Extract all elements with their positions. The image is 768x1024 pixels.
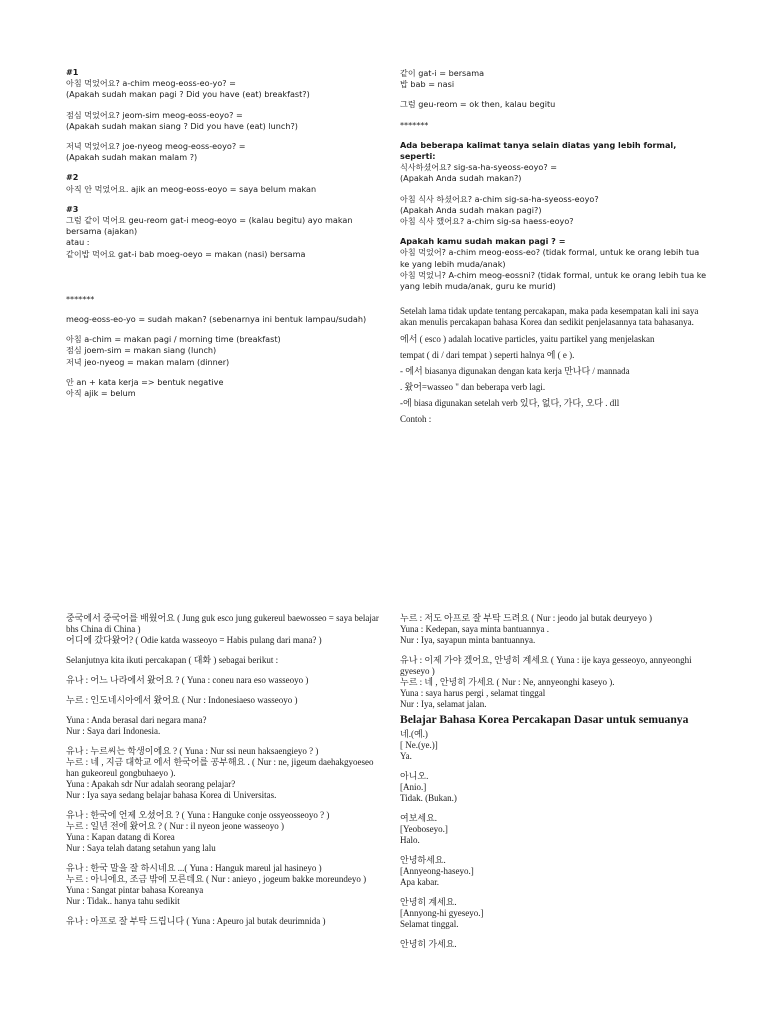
text-line: Tidak. (Bukan.) (400, 792, 457, 803)
text-line: ******* (400, 119, 429, 130)
text-block (66, 695, 386, 706)
text-line: #1 (66, 67, 79, 77)
page2-right-column (400, 613, 720, 959)
page1-left-column (66, 67, 386, 408)
text-line: #3 (66, 203, 79, 214)
text-line: 여보세요. (400, 812, 438, 823)
text-line: [ Ne.(ye.)] (400, 739, 438, 750)
text-line: [Annyong-hi gyeseyo.] (400, 907, 484, 918)
text-line: Yuna : saya harus pergi , selamat tinggal (400, 688, 546, 698)
text-line: Yuna : Sangat pintar bahasa Koreanya (66, 885, 204, 895)
text-line: (Apakah sudah makan pagi ? Did you have (eat) breakfast?) (66, 89, 310, 100)
text-line: 아침 먹었어? a-chim meog-eoss-eo? (tidak formal, untuk ke orang lebih tua ke yang lebih muda/anak) (400, 247, 700, 269)
text-line: 누르 : 네 , 안녕히 가세요 ( Nur : Ne, annyeonghi kaseyo ). (400, 677, 615, 687)
text-line: 아직 안 먹었어요. ajik an meog-eoss-eoyo = saya belum makan (66, 183, 317, 194)
page1-right-sans-text (400, 68, 710, 292)
text-block (400, 99, 710, 110)
text-block (400, 855, 720, 888)
text-line: 아침 식사 하셨어요? a-chim sig-sa-ha-syeoss-eoyo? (400, 193, 599, 204)
paragraph-line: tempat ( di / dari tempat ) seperti halnya 에 ( e ). (400, 350, 575, 361)
text-line: 그럼 같이 먹어요 geu-reom gat-i meog-eoyo = (kalau begitu) ayo makan bersama (ajakan) (66, 215, 353, 237)
text-line: 중국에서 중국어를 배웠어요 ( Jung guk esco jung gukereul baewosseo = saya belajar bhs China di China ) (66, 613, 379, 634)
text-block (400, 729, 720, 762)
text-line: Yuna : Anda berasal dari negara mana? (66, 715, 207, 725)
text-line: 누르 : 인도네시아에서 왔어요 ( Nur : Indonesiaeso wasseoyo ) (66, 695, 298, 705)
text-line: 유나 : 어느 나라에서 왔어요 ? ( Yuna : coneu nara eso wasseoyo ) (66, 675, 309, 685)
text-block (66, 141, 386, 163)
text-line: 아직 ajik = belum (66, 388, 136, 399)
text-block (66, 110, 386, 132)
text-block (66, 172, 386, 194)
text-line: 밥 bab = nasi (400, 79, 455, 90)
text-line: 저녁 jeo-nyeog = makan malam (dinner) (66, 356, 230, 367)
text-line: 아니오. (400, 770, 429, 781)
paragraph-line: Setelah lama tidak update tentang percakapan, maka pada kesempatan kali ini saya akan menulis percakapan bahasa Korea dan sedikit penjelasannya tata bahasanya. (400, 306, 699, 328)
text-line: 아침 식사 했어요? a-chim sig-sa haess-eoyo? (400, 216, 574, 227)
text-line: Apa kabar. (400, 876, 439, 887)
text-line: 네.(예.) (400, 728, 428, 739)
text-line: 유나 : 한국 말을 잘 하시네요 ...( Yuna : Hanguk mareul jal hasineyo ) (66, 863, 322, 873)
paragraph-line: . 왔어=wasseo " dan beberapa verb lagi. (400, 382, 546, 393)
text-line: 아침 먹었니? A-chim meog-eossni? (tidak formal, untuk ke orang lebih tua ke yang lebih muda/anak, guru ke murid) (400, 269, 707, 292)
text-line: 아침 먹었어요? a-chim meog-eoss-eo-yo? = (66, 78, 236, 89)
text-block (400, 897, 720, 930)
document-page-2 (0, 512, 768, 1024)
text-block (66, 746, 386, 801)
text-line: 안녕히 가세요. (400, 938, 457, 949)
text-line: 아침 a-chim = makan pagi / morning time (breakfast) (66, 334, 281, 345)
text-line: (Apakah sudah makan malam ?) (66, 152, 198, 163)
text-line: 점심 먹었어요? jeom-sim meog-eoss-eoyo? = (66, 109, 243, 120)
paragraph-line: - 에서 biasanya digunakan dengan kata kerja 만나다 / mannada (400, 366, 630, 377)
text-block (66, 655, 386, 666)
page2-left-column (66, 613, 386, 936)
text-block (66, 204, 386, 260)
text-line: atau : (66, 237, 90, 248)
text-line: Apakah kamu sudah makan pagi ? = (400, 236, 566, 247)
text-block (400, 140, 710, 185)
text-line: meog-eoss-eo-yo = sudah makan? (sebenarnya ini bentuk lampau/sudah) (66, 314, 367, 325)
text-line: 안녕히 계세요. (400, 896, 457, 907)
text-line: Yuna : Kedepan, saya minta bantuannya . (400, 624, 549, 634)
text-line: Nur : Iya, sayapun minta bantuannya. (400, 635, 536, 645)
text-block (66, 810, 386, 854)
text-block (400, 655, 720, 710)
text-block (66, 334, 386, 368)
text-line: [Yeoboseyo.] (400, 823, 448, 834)
text-line: Nur : Saya telah datang setahun yang lalu (66, 843, 216, 853)
text-block (66, 294, 386, 305)
text-line: (Apakah Anda sudah makan pagi?) (400, 204, 542, 215)
text-block (400, 939, 720, 950)
paragraph-line: Contoh : (400, 414, 432, 425)
text-line: Yuna : Apakah sdr Nur adalah seorang pelajar? (66, 779, 236, 789)
text-line: Selamat tinggal. (400, 918, 459, 929)
text-line: 유나 : 이제 가야 겠어요, 안녕히 계세요 ( Yuna : ije kaya gesseoyo, annyeonghi gyeseyo ) (400, 655, 692, 676)
text-line: 식사하셨어요? sig-sa-ha-syeoss-eoyo? = (400, 162, 558, 173)
paragraph-line: -에 biasa digunakan setelah verb 있다, 없다, 가다, 오다 . dll (400, 398, 620, 409)
text-line: ******* (66, 293, 95, 304)
text-line: [Annyeong-haseyo.] (400, 865, 474, 876)
text-block (66, 613, 386, 646)
text-line: Nur : Iya, selamat jalan. (400, 699, 487, 709)
paragraph-line: 에서 ( esco ) adalah locative particles, yaitu partikel yang menjelaskan (400, 334, 655, 345)
text-line: Ada beberapa kalimat tanya selain diatas yang lebih formal, seperti: (400, 139, 677, 162)
text-line: 그럼 geu-reom = ok then, kalau begitu (400, 99, 556, 110)
text-line: Nur : Tidak.. hanya tahu sedikit (66, 896, 180, 906)
text-line: 같이 gat-i = bersama (400, 68, 485, 78)
text-line: 같이밥 먹어요 gat-i bab moeg-oeyo = makan (nasi) bersama (66, 248, 306, 259)
text-line: Yuna : Kapan datang di Korea (66, 832, 175, 842)
text-line: #2 (66, 172, 79, 183)
text-line: 유나 : 누르씨는 학생이에요 ? ( Yuna : Nur ssi neun haksaengieyo ? ) (66, 746, 319, 756)
text-line: Nur : Iya saya sedang belajar bahasa Korea di Universitas. (66, 790, 277, 800)
page1-right-column (400, 68, 710, 430)
text-line: [Anio.] (400, 781, 427, 792)
text-block (66, 314, 386, 325)
text-line: 점심 joem-sim = makan siang (lunch) (66, 345, 217, 356)
text-line: Ya. (400, 750, 412, 761)
text-line: Selanjutnya kita ikuti percakapan ( 대화 ) sebagai berikut : (66, 655, 279, 665)
text-line: (Apakah Anda sudah makan?) (400, 173, 522, 184)
text-block (400, 771, 720, 804)
text-block (400, 194, 710, 228)
page1-right-serif-text (400, 306, 710, 425)
text-line: 누르 : 저도 아프로 잘 부탁 드려요 ( Nur : jeodo jal butak deuryeyo ) (400, 613, 652, 623)
text-line: 유나 : 한국에 언제 오셨어요 ? ( Yuna : Hanguke conje ossyeosseoyo ? ) (66, 810, 330, 820)
text-block (66, 715, 386, 737)
text-block (66, 916, 386, 927)
text-block (400, 236, 710, 292)
text-line: Halo. (400, 834, 420, 845)
text-line: 안녕하세요. (400, 854, 446, 865)
text-line: 저녁 먹었어요? joe-nyeog meog-eoss-eoyo? = (66, 141, 246, 152)
section-heading: Belajar Bahasa Korea Percakapan Dasar untuk semuanya (400, 713, 689, 726)
text-block (400, 613, 720, 646)
text-line: 누르 : 일년 전에 왔어요 ? ( Nur : il nyeon jeone wasseoyo ) (66, 821, 284, 831)
text-block (66, 863, 386, 907)
text-block (66, 675, 386, 686)
text-block (66, 377, 386, 399)
text-line: 누르 : 아니에요, 조금 밖에 모른데요 ( Nur : anieyo , jogeum bakke moreundeyo ) (66, 874, 367, 884)
text-line: Nur : Saya dari Indonesia. (66, 726, 161, 736)
text-block (400, 813, 720, 846)
text-line: (Apakah sudah makan siang ? Did you have (eat) lunch?) (66, 120, 298, 131)
text-line: 누르 : 네 , 지금 대학교 에서 한국어를 공부해요 . ( Nur : ne, jigeum daehakgyoeseo han gukeoreul gongbuhaeyo ). (66, 757, 374, 778)
text-line: 안 an + kata kerja => bentuk negative (66, 376, 224, 387)
text-block (66, 67, 386, 101)
text-line: 어디에 갔다왔어? ( Odie katda wasseoyo = Habis pulang dari mana? ) (66, 635, 322, 645)
text-block (400, 68, 710, 90)
text-line: 유나 : 아프로 잘 부탁 드립니다 ( Yuna : Apeuro jal butak deurimnida ) (66, 916, 326, 926)
text-block (400, 120, 710, 131)
